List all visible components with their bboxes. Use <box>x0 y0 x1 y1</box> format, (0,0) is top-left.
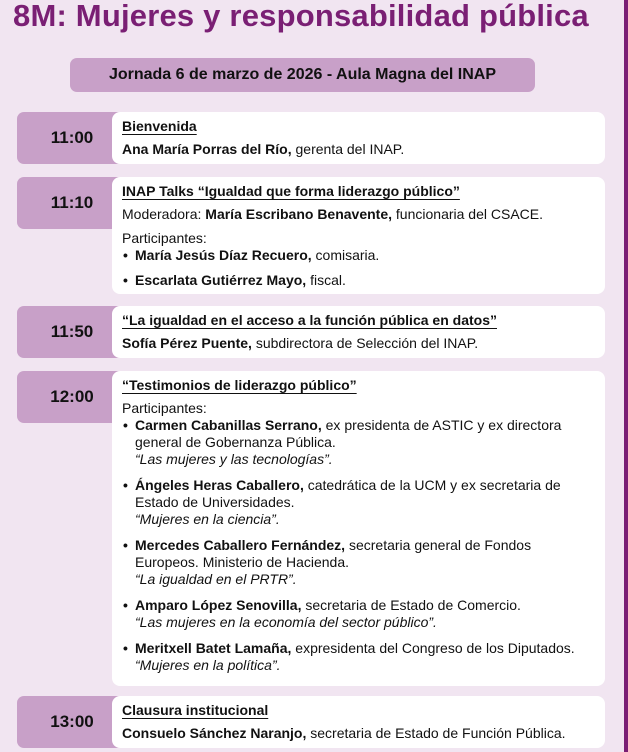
participant-name: Carmen Cabanillas Serrano, <box>135 417 322 433</box>
talk-title: “La igualdad en el PRTR”. <box>135 571 297 587</box>
participant-role: expresidenta del Congreso de los Diputados. <box>291 640 575 656</box>
session-1110 <box>17 177 605 294</box>
participant-item <box>122 272 595 289</box>
speaker-name: Sofía Pérez Puente, <box>122 335 252 351</box>
speaker-role: gerenta del INAP. <box>291 141 405 157</box>
participant-role: secretaria de Estado de Comercio. <box>301 597 521 613</box>
participant-item <box>122 640 595 674</box>
participant-name: Meritxell Batet Lamaña, <box>135 640 292 656</box>
session-card <box>112 306 605 358</box>
participants-list <box>122 247 595 289</box>
participant-item <box>122 417 595 468</box>
session-1200 <box>17 371 605 686</box>
session-time: 11:50 <box>17 306 127 358</box>
participant-name: Mercedes Caballero Fernández, <box>135 537 346 553</box>
speaker-line <box>122 725 595 742</box>
session-1150 <box>17 306 605 358</box>
moderator-role: funcionaria del CSACE. <box>392 206 543 222</box>
participant-role: secretaria general de Fondos Europeos. Ministerio de Hacienda. <box>135 537 532 570</box>
participant-item <box>122 597 595 631</box>
participant-item <box>122 247 595 264</box>
session-1100 <box>17 112 605 164</box>
speaker-name: Consuelo Sánchez Naranjo, <box>122 725 307 741</box>
participants-list <box>122 417 595 674</box>
session-time: 13:00 <box>17 696 127 748</box>
session-title: INAP Talks “Igualdad que forma liderazgo público” <box>122 183 460 199</box>
talk-title: “Mujeres en la ciencia”. <box>135 511 280 527</box>
speaker-line <box>122 141 595 158</box>
participants-label: Participantes: <box>122 230 207 246</box>
participant-name: Amparo López Senovilla, <box>135 597 302 613</box>
participant-item <box>122 537 595 588</box>
participant-item <box>122 477 595 528</box>
session-time: 11:00 <box>17 112 127 164</box>
participant-name: María Jesús Díaz Recuero, <box>135 247 312 263</box>
talk-title: “Mujeres en la política”. <box>135 657 281 673</box>
participant-name: Escarlata Gutiérrez Mayo, <box>135 272 307 288</box>
speaker-role: secretaria de Estado de Función Pública. <box>306 725 566 741</box>
participant-role: fiscal. <box>306 272 346 288</box>
session-card <box>112 112 605 164</box>
moderator-line <box>122 206 595 223</box>
right-border <box>624 0 628 752</box>
speaker-line <box>122 335 595 352</box>
session-time: 11:10 <box>17 177 127 229</box>
session-1300 <box>17 696 605 748</box>
session-card <box>112 177 605 294</box>
session-card <box>112 696 605 748</box>
participant-role: ex presidenta de ASTIC y ex directora general de Gobernanza Pública. <box>135 417 562 450</box>
participant-role: catedrática de la UCM y ex secretaria de Estado de Universidades. <box>135 477 561 510</box>
participant-name: Ángeles Heras Caballero, <box>135 477 304 493</box>
session-time: 12:00 <box>17 371 127 423</box>
speaker-role: subdirectora de Selección del INAP. <box>251 335 479 351</box>
session-title: “La igualdad en el acceso a la función pública en datos” <box>122 312 497 328</box>
talk-title: “Las mujeres y las tecnologías”. <box>135 451 333 467</box>
session-title: Bienvenida <box>122 118 197 134</box>
participants-label: Participantes: <box>122 400 207 416</box>
speaker-name: Ana María Porras del Río, <box>122 141 292 157</box>
session-title: Clausura institucional <box>122 702 269 718</box>
date-banner: Jornada 6 de marzo de 2026 - Aula Magna del INAP <box>70 58 535 92</box>
session-title: “Testimonios de liderazgo público” <box>122 377 357 393</box>
moderator-name: María Escribano Benavente, <box>205 206 393 222</box>
talk-title: “Las mujeres en la economía del sector público”. <box>135 614 437 630</box>
page-title: 8M: Mujeres y responsabilidad pública <box>13 0 589 33</box>
participant-role: comisaria. <box>311 247 380 263</box>
moderator-label: Moderadora: <box>122 206 206 222</box>
session-card <box>112 371 605 686</box>
